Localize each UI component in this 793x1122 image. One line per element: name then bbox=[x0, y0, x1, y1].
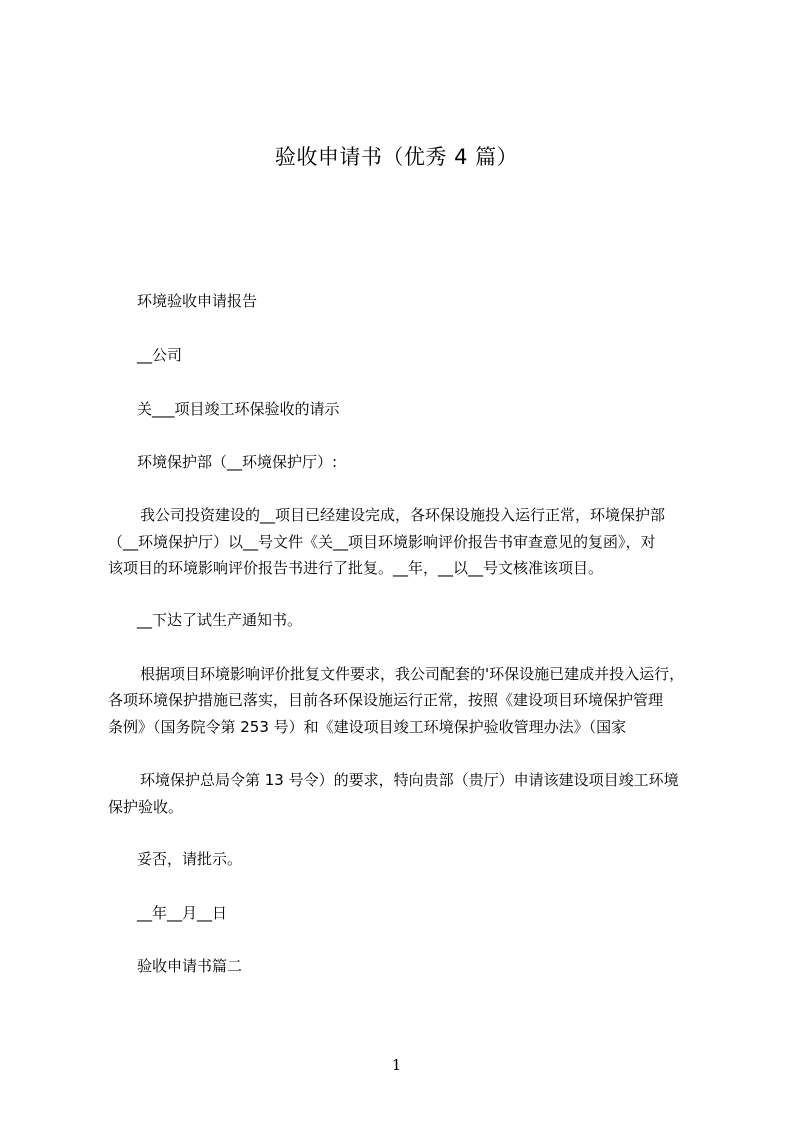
body-line: __下达了试生产通知书。 bbox=[137, 611, 303, 629]
body-line: （__环境保护厅）以__号文件《关__项目环境影响评价报告书审查意见的复函》，对 bbox=[108, 533, 656, 551]
body-line: 各项环境保护措施已落实，目前各环保设施运行正常，按照《建设项目环境保护管理 bbox=[108, 691, 664, 709]
body-line: 条例》（国务院令第 253 号）和《建设项目竣工环境保护验收管理办法》（国家 bbox=[108, 718, 627, 736]
body-line: 保护验收。 bbox=[108, 798, 184, 816]
body-line: 妥否，请批示。 bbox=[137, 850, 243, 868]
body-line: 环境保护部（__环境保护厅）: bbox=[137, 453, 338, 471]
body-line: 该项目的环境影响评价报告书进行了批复。__年，__以__号文核准该项目。 bbox=[108, 559, 604, 577]
body-line: 环境保护总局令第 13 号令）的要求，特向贵部（贵厅）申请该建设项目竣工环境 bbox=[140, 771, 679, 789]
body-line: 我公司投资建设的__项目已经建设完成，各环保设施投入运行正常，环境保护部 bbox=[140, 506, 666, 524]
document-title: 验收申请书（优秀 4 篇） bbox=[274, 145, 519, 169]
page-number: 1 bbox=[391, 1056, 402, 1074]
section-heading: 验收申请书篇二 bbox=[137, 957, 243, 975]
body-line: __公司 bbox=[137, 346, 183, 364]
body-line: 环境验收申请报告 bbox=[137, 292, 258, 310]
body-line: __年__月__日 bbox=[137, 904, 228, 922]
body-line: 根据项目环境影响评价批复文件要求，我公司配套的'环保设施已建成并投入运行， bbox=[140, 665, 685, 683]
body-line: 关___项目竣工环保验收的请示 bbox=[137, 400, 340, 418]
